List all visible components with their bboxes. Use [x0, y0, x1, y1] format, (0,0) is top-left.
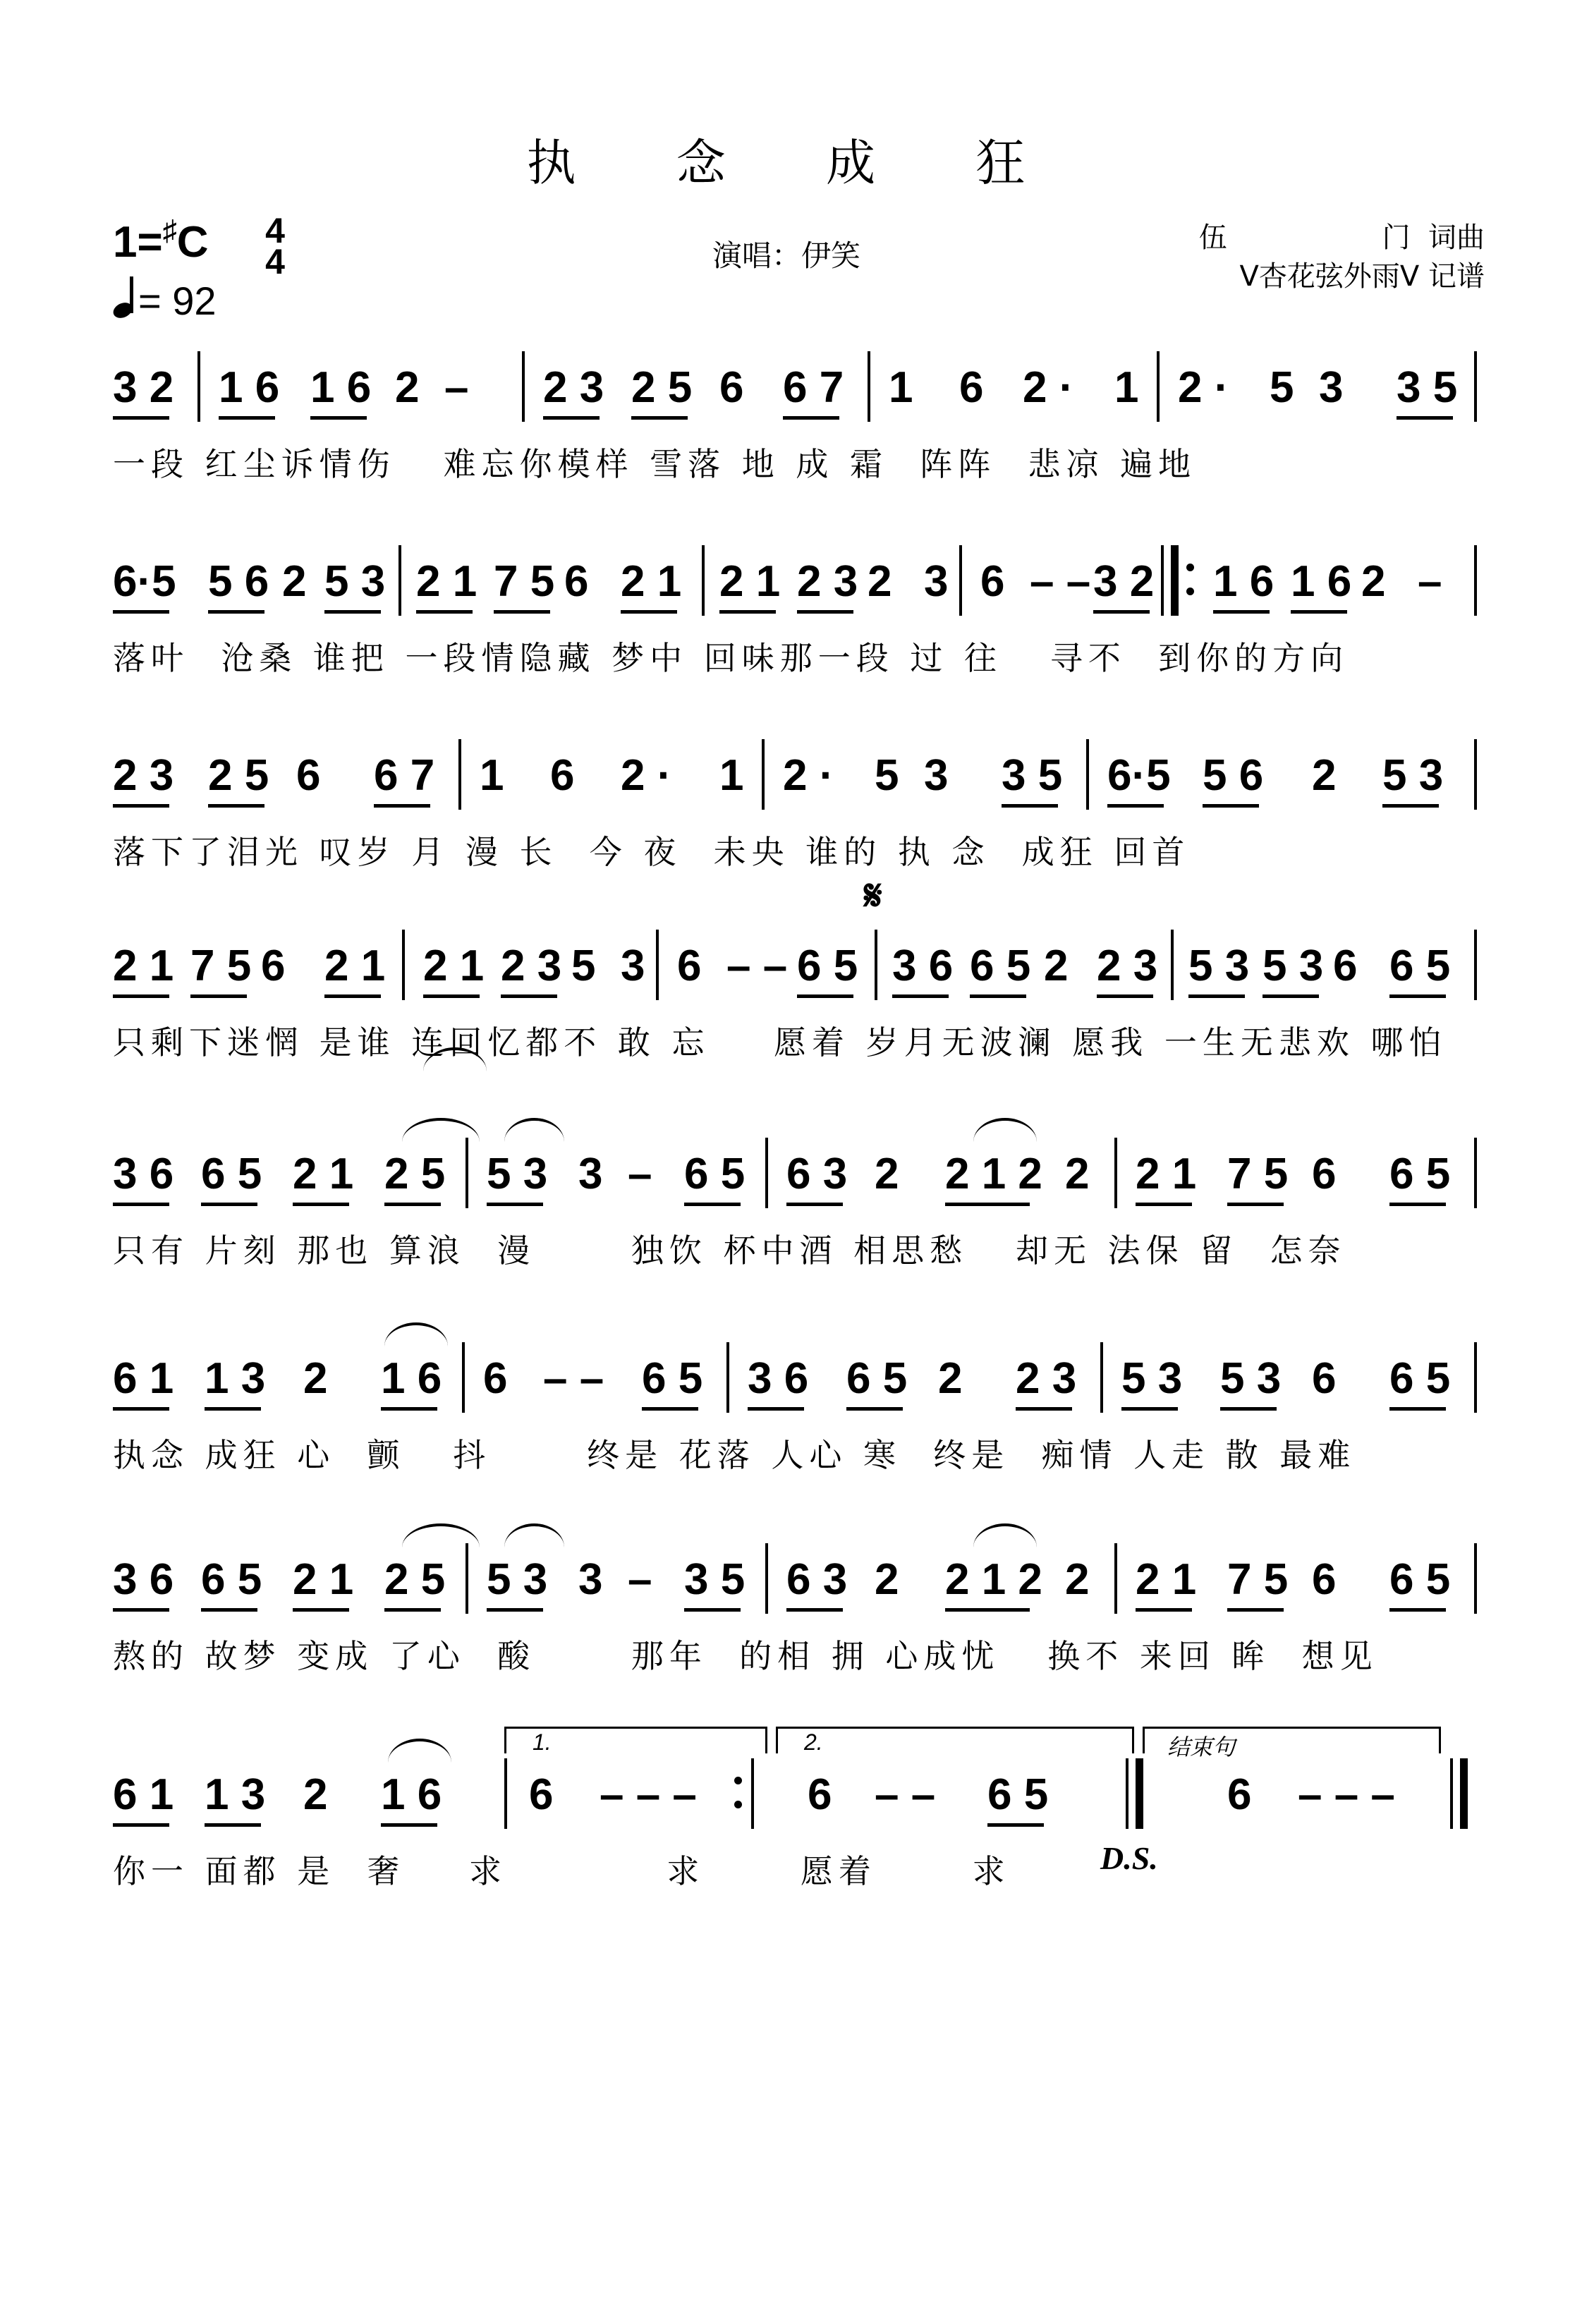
note-group: 2 1 [1136, 1555, 1197, 1604]
tempo-value: = 92 [138, 279, 217, 323]
note-group: 2 [282, 557, 307, 606]
note-group: 1 6 [219, 363, 280, 412]
note-group: 6 3 [786, 1150, 848, 1198]
note-group: 2 5 [384, 1555, 446, 1604]
time-top: 4 [265, 211, 285, 250]
note-group: 2 [1065, 1555, 1090, 1604]
beam-line [381, 1823, 437, 1827]
beam-line [293, 1203, 349, 1206]
note-group: – – – [1298, 1770, 1395, 1819]
beam-line [1397, 416, 1453, 420]
note-group: 6 [1227, 1770, 1252, 1819]
note-group: 2 [875, 1150, 899, 1198]
note-group: 6 [564, 557, 589, 606]
barline [402, 930, 405, 1000]
note-group: 2 3 [1016, 1354, 1077, 1403]
volta-1-hook [504, 1727, 506, 1753]
beam-line [1389, 1407, 1446, 1411]
note-group: 6 5 [1389, 942, 1451, 990]
note-group: 6 3 [786, 1555, 848, 1604]
beam-line [208, 804, 264, 808]
lyrics-line: 落叶 沧桑 谁把 一段情隐藏 梦中 回味那一段 过 往 寻不 到你的方向 [113, 639, 1349, 677]
note-group: 6 5 [1389, 1354, 1451, 1403]
note-group: 2 1 [423, 942, 485, 990]
barline [762, 739, 765, 810]
notes-line [113, 360, 1481, 444]
note-group: 1 [889, 363, 913, 412]
note-group: 2 1 [324, 942, 386, 990]
beam-line [748, 1407, 804, 1411]
coda-end [1439, 1727, 1441, 1753]
notes-line [113, 748, 1481, 832]
note-group: 2 1 [1136, 1150, 1197, 1198]
beam-line [113, 804, 169, 808]
coda-hook [1143, 1727, 1145, 1753]
beam-line [1121, 1407, 1178, 1411]
beam-line [384, 1203, 441, 1206]
barline [1474, 1138, 1477, 1208]
slur-arc [504, 1118, 564, 1142]
note-group: 5 [571, 942, 596, 990]
beam-line [684, 1203, 741, 1206]
barline [1474, 930, 1477, 1000]
time-bottom: 4 [265, 242, 285, 281]
repeat-dot [1186, 588, 1194, 595]
note-group: 2 [1065, 1150, 1090, 1198]
beam-line [1136, 1608, 1192, 1612]
beam-line [381, 1407, 437, 1411]
note-group: 1 6 [381, 1770, 442, 1819]
barline [1114, 1543, 1117, 1614]
barline [702, 545, 705, 616]
beam-line [113, 1823, 169, 1827]
barline [1171, 545, 1179, 616]
beam-line [208, 610, 264, 614]
beam-line [423, 994, 480, 998]
barline [875, 930, 877, 1000]
barline [1100, 1342, 1103, 1413]
note-group: – – [726, 942, 788, 990]
barline [1474, 351, 1477, 422]
barline [466, 1138, 468, 1208]
beam-line [487, 1608, 543, 1612]
barline [1171, 930, 1174, 1000]
beam-line [205, 1407, 261, 1411]
barline [751, 1758, 754, 1829]
note-group: 6 [959, 363, 984, 412]
repeat-dot [734, 1777, 742, 1784]
barline [959, 545, 962, 616]
slur-arc [388, 1739, 451, 1763]
beam-line [113, 1407, 169, 1411]
note-group: 2 5 [208, 751, 269, 800]
barline [1136, 1758, 1143, 1829]
beam-line [970, 994, 1026, 998]
note-group: 2 3 [543, 363, 604, 412]
note-group: 3 5 [684, 1555, 746, 1604]
note-group: 3 [1319, 363, 1344, 412]
note-group: 6 [808, 1770, 832, 1819]
note-group: 6 [1333, 942, 1358, 990]
singer-credit: 演唱：伊笑 [712, 238, 861, 273]
barline [1474, 1543, 1477, 1614]
note-group: – [444, 363, 469, 412]
note-group: 1 [1114, 363, 1139, 412]
arranger-credit: V杏花弦外雨V 记谱 [1239, 260, 1485, 293]
beam-line [719, 610, 776, 614]
beam-line [416, 610, 473, 614]
beam-line [642, 1407, 698, 1411]
beam-line [797, 994, 853, 998]
notes-line [113, 938, 1481, 1023]
note-group: 6 5 [846, 1354, 908, 1403]
beam-line [945, 1203, 1030, 1206]
note-group: 2 [303, 1354, 328, 1403]
note-group: 1 [480, 751, 504, 800]
note-group: 1 6 [310, 363, 372, 412]
note-group: 2 · [1023, 363, 1074, 412]
note-group: 5 6 [1203, 751, 1264, 800]
note-group: 2 1 2 [945, 1555, 1042, 1604]
note-group: 6 [1312, 1555, 1337, 1604]
lyrics-line: 执念 成狂 心 颤 抖 终是 花落 人心 寒 终是 痴情 人走 散 最难 [113, 1436, 1356, 1474]
beam-line [987, 1823, 1044, 1827]
note-group: 6·5 [1107, 751, 1171, 800]
note-group: – – [875, 1770, 936, 1819]
note-group: 3 6 [748, 1354, 809, 1403]
note-group: 2 3 [1097, 942, 1158, 990]
note-group: – [628, 1555, 652, 1604]
note-group: 2 [1361, 557, 1386, 606]
volta-1-label: 1. [533, 1729, 552, 1755]
note-group: 2 · [1178, 363, 1229, 412]
barline [1114, 1138, 1117, 1208]
note-group: 6 1 [113, 1770, 174, 1819]
barline [197, 351, 200, 422]
beam-line [1136, 1203, 1192, 1206]
beam-line [1213, 610, 1270, 614]
note-group: 6 5 [684, 1150, 746, 1198]
beam-line [1389, 1608, 1446, 1612]
volta-1-end [765, 1727, 767, 1753]
volta-2-label: 2. [804, 1729, 823, 1755]
note-group: 6 5 [642, 1354, 703, 1403]
note-group: 5 3 [1220, 1354, 1282, 1403]
note-group: 2 [1312, 751, 1337, 800]
beam-line [631, 416, 688, 420]
note-group: 1 6 [1291, 557, 1352, 606]
beam-line [113, 1203, 169, 1206]
note-group: 3 5 [1002, 751, 1063, 800]
note-group: 7 5 [190, 942, 252, 990]
writer-name-b: 门 [1382, 221, 1411, 254]
note-group: 6 [1312, 1354, 1337, 1403]
note-group: – – [543, 1354, 604, 1403]
note-group: 6 7 [374, 751, 435, 800]
barline [868, 351, 870, 422]
notes-line [113, 1767, 1481, 1851]
lyrics-line: 一段 红尘诉情伤 难忘你模样 雪落 地 成 霜 阵阵 悲凉 遍地 [113, 445, 1197, 483]
beam-line [1291, 610, 1347, 614]
barline [466, 1543, 468, 1614]
note-group: 2 1 [293, 1150, 354, 1198]
beam-line [1227, 1608, 1284, 1612]
note-group: 5 3 [1382, 751, 1444, 800]
note-group: 5 3 [324, 557, 386, 606]
beam-line [487, 1203, 543, 1206]
slur-arc [973, 1118, 1037, 1142]
note-group: 2 3 [797, 557, 858, 606]
beam-line [205, 1823, 261, 1827]
beam-line [621, 610, 677, 614]
note-group: 6 1 [113, 1354, 174, 1403]
note-group: 6 [261, 942, 286, 990]
beam-line [786, 1608, 843, 1612]
barline-thin [1450, 1758, 1453, 1829]
note-group: 3 2 [1093, 557, 1155, 606]
barline [399, 545, 401, 616]
beam-line [1002, 804, 1058, 808]
beam-line [797, 610, 853, 614]
key-letter: C [176, 218, 209, 267]
beam-line [543, 416, 600, 420]
volta-2-line [776, 1727, 1132, 1729]
note-group: 2 [868, 557, 892, 606]
composer-credit [1199, 215, 1485, 255]
note-group: 2 [395, 363, 420, 412]
repeat-dot [1186, 564, 1194, 571]
tempo-marking [113, 276, 217, 324]
note-group: – – [1030, 557, 1091, 606]
beam-line [1263, 994, 1319, 998]
note-group: 6 [296, 751, 321, 800]
beam-line [1097, 994, 1153, 998]
lyrics-line: 熬的 故梦 变成 了心 酸 那年 的相 拥 心成忧 换不 来回 眸 想见 [113, 1637, 1378, 1675]
beam-line [1203, 804, 1259, 808]
beam-line [113, 610, 169, 614]
volta-2-hook [776, 1727, 778, 1753]
beam-line [201, 1608, 257, 1612]
note-group: 3 [621, 942, 645, 990]
barline [504, 1758, 507, 1829]
key-prefix: 1= [113, 218, 163, 267]
barline [458, 739, 461, 810]
beam-line [783, 416, 839, 420]
note-group: 7 5 [1227, 1555, 1289, 1604]
slur-arc [973, 1523, 1037, 1547]
coda-label: 结束句 [1167, 1734, 1236, 1760]
writer-role: 词曲 [1428, 221, 1485, 254]
note-group: 2 · [621, 751, 672, 800]
slur-arc [402, 1523, 480, 1547]
beam-line [846, 1407, 903, 1411]
note-group: 3 [924, 557, 949, 606]
note-group: 3 6 [113, 1555, 174, 1604]
slur-arc [504, 1523, 564, 1547]
beam-line [892, 994, 949, 998]
note-group: 6 [550, 751, 575, 800]
note-group: 3 2 [113, 363, 174, 412]
beam-line [219, 416, 275, 420]
lyrics-line: 只剩下迷惘 是谁 连回忆都不 敢 忘 愿着 岁月无波澜 愿我 一生无悲欢 哪怕 [113, 1023, 1447, 1061]
beam-line [684, 1608, 741, 1612]
time-signature [255, 211, 295, 281]
repeat-dot [734, 1801, 742, 1808]
note-group: 6 5 [797, 942, 858, 990]
beam-line [324, 994, 381, 998]
barline-thin [1161, 545, 1164, 616]
segno-icon: 𝄋 [864, 872, 882, 919]
note-group: 6 [529, 1770, 554, 1819]
quarter-note-icon [113, 276, 138, 319]
note-group: 5 [875, 751, 899, 800]
beam-line [1093, 610, 1150, 614]
beam-line [1382, 804, 1439, 808]
beam-line [1188, 994, 1245, 998]
beam-line [945, 1608, 1030, 1612]
barline [1474, 739, 1477, 810]
beam-line [1107, 804, 1164, 808]
note-group: 2 5 [384, 1150, 446, 1198]
note-group: 6·5 [113, 557, 176, 606]
note-group: 5 3 [1121, 1354, 1183, 1403]
note-group: 6 7 [783, 363, 844, 412]
note-group: 3 6 [113, 1150, 174, 1198]
barline [1086, 739, 1089, 810]
barline [522, 351, 525, 422]
note-group: 6 5 [1389, 1555, 1451, 1604]
barline [1157, 351, 1160, 422]
note-group: 2 [875, 1555, 899, 1604]
lyrics-line: 你一 面都 是 奢 求 求 愿着 求 [113, 1852, 1011, 1890]
writer-name-a: 伍 [1198, 221, 1227, 254]
beam-line [374, 804, 430, 808]
sharp-sign: ♯ [162, 215, 177, 246]
note-group: 2 3 [113, 751, 174, 800]
barline [462, 1342, 465, 1413]
note-group: 3 [924, 751, 949, 800]
notes-line [113, 1146, 1481, 1231]
note-group: 6 [1312, 1150, 1337, 1198]
beam-line [1389, 994, 1446, 998]
beam-line [113, 1608, 169, 1612]
note-group: 2 1 2 [945, 1150, 1042, 1198]
barline [1474, 1342, 1477, 1413]
note-group: – [628, 1150, 652, 1198]
barline [765, 1138, 768, 1208]
note-group: 6 [719, 363, 744, 412]
beam-line [324, 610, 381, 614]
beam-line [1220, 1407, 1277, 1411]
barline [726, 1342, 729, 1413]
note-group: 3 [578, 1555, 603, 1604]
note-group: 1 6 [381, 1354, 442, 1403]
note-group: 2 1 [621, 557, 682, 606]
beam-line [113, 994, 169, 998]
notes-line [113, 554, 1481, 638]
beam-line [1227, 1203, 1284, 1206]
note-group: 6 5 [201, 1150, 262, 1198]
notes-line [113, 1351, 1481, 1435]
beam-line [786, 1203, 843, 1206]
note-group: 2 1 [416, 557, 477, 606]
barline-thin [1126, 1758, 1128, 1829]
song-title: 执 念 成 狂 [526, 134, 1068, 192]
notes-line [113, 1552, 1481, 1636]
note-group: 7 5 [1227, 1150, 1289, 1198]
note-group: 6 [483, 1354, 508, 1403]
note-group: 6 5 [970, 942, 1031, 990]
barline [765, 1543, 768, 1614]
lyrics-line: 落下了泪光 叹岁 月 漫 长 今 夜 未央 谁的 执 念 成狂 回首 [113, 833, 1191, 871]
beam-line [1389, 1203, 1446, 1206]
key-signature [113, 215, 208, 267]
beam-line [201, 1203, 257, 1206]
beam-line [310, 416, 367, 420]
note-group: 3 [578, 1150, 603, 1198]
note-group: 2 [1044, 942, 1069, 990]
note-group: 1 3 [205, 1354, 266, 1403]
volta-1-line [504, 1727, 765, 1729]
barline [656, 930, 659, 1000]
beam-line [501, 994, 557, 998]
note-group: 1 [719, 751, 744, 800]
note-group: 2 5 [631, 363, 693, 412]
beam-line [1016, 1407, 1072, 1411]
note-group: – [1418, 557, 1442, 606]
note-group: 5 6 [208, 557, 269, 606]
note-group: 2 · [783, 751, 834, 800]
note-group: 6 5 [1389, 1150, 1451, 1198]
note-group: 6 [677, 942, 702, 990]
note-group: 5 3 [1188, 942, 1250, 990]
ds-marking: D.S. [1100, 1840, 1158, 1876]
barline [1460, 1758, 1468, 1829]
beam-line [293, 1608, 349, 1612]
note-group: 2 1 [293, 1555, 354, 1604]
note-group: 1 3 [205, 1770, 266, 1819]
note-group: – – – [600, 1770, 697, 1819]
note-group: 6 [980, 557, 1005, 606]
note-group: 5 3 [1263, 942, 1324, 990]
slur-arc [402, 1118, 480, 1142]
coda-line [1143, 1727, 1439, 1729]
note-group: 6 5 [987, 1770, 1049, 1819]
beam-line [384, 1608, 441, 1612]
note-group: 7 5 [494, 557, 555, 606]
beam-line [113, 416, 169, 420]
note-group: 3 6 [892, 942, 954, 990]
note-group: 2 [303, 1770, 328, 1819]
note-group: 5 3 [487, 1150, 548, 1198]
lyrics-line: 只有 片刻 那也 算浪 漫 独饮 杯中酒 相思愁 却无 法保 留 怎奈 [113, 1231, 1346, 1270]
note-group: 2 1 [113, 942, 174, 990]
note-group: 6 5 [201, 1555, 262, 1604]
note-group: 2 [938, 1354, 963, 1403]
note-group: 3 5 [1397, 363, 1458, 412]
note-group: 2 1 [719, 557, 781, 606]
note-group: 1 6 [1213, 557, 1274, 606]
volta-2-end [1132, 1727, 1134, 1753]
barline [1474, 545, 1477, 616]
beam-line [190, 994, 247, 998]
note-group: 5 3 [487, 1555, 548, 1604]
note-group: 2 3 [501, 942, 562, 990]
slur-arc [384, 1322, 448, 1346]
note-group: 5 [1270, 363, 1294, 412]
beam-line [494, 610, 550, 614]
